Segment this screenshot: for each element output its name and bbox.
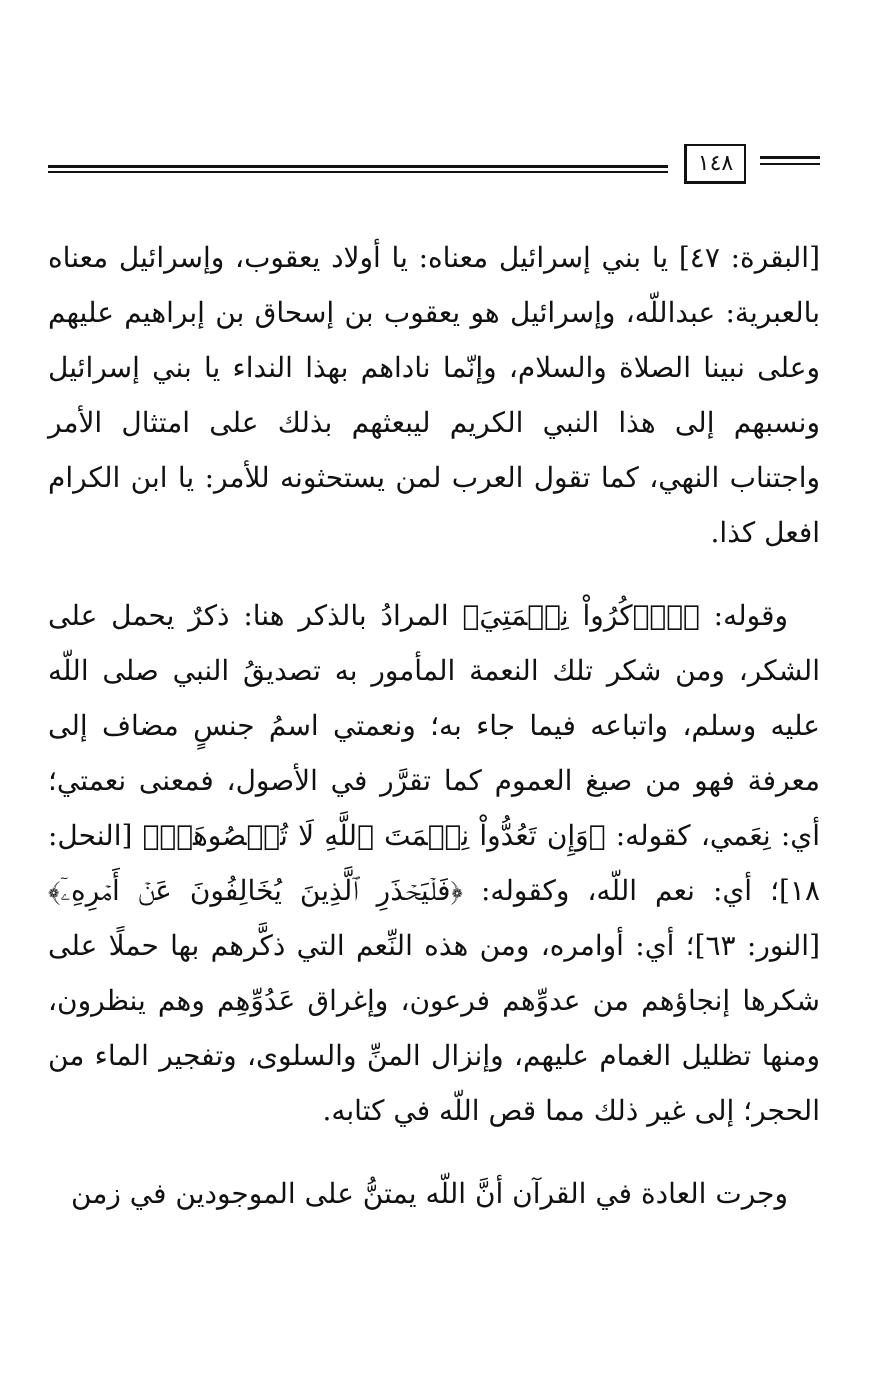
header-rule-long [48,165,668,173]
header-rule-short [760,156,820,165]
page-body [48,230,820,1221]
paragraph-2: وقوله: ﴿ٱذۡكُرُواْ نِعۡمَتِيَ﴾ المرادُ بالذكر هنا: ذكرٌ يحمل على الشكر، ومن شكر تلك النعمة المأمور به تصديقُ النبي صلى اللّه عليه وسلم، واتباعه فيما جاء به؛ ونعمتي اسمُ جنسٍ مضاف إلى معرفة فهو من صيغ العموم كما تقرَّر في الأصول، فمعنى نعمتي؛ أي: نِعَمي، كقوله: ﴿وَإِن تَعُدُّواْ نِعۡمَتَ ٱللَّهِ لَا تُحۡصُوهَآۗ﴾ [النحل: ١٨]؛ أي: نعم اللّه، وكقوله: ﴿فَلۡيَحۡذَرِ ٱلَّذِينَ يُخَالِفُونَ عَنۡ أَمۡرِهِۦٓ﴾ [النور: ٦٣]؛ أي: أوامره، ومن هذه النِّعم التي ذكَّرهم بها حملًا على شكرها إنجاؤهم من عدوِّهم فرعون، وإغراق عَدُوِّهِم وهم ينظرون، ومنها تظليل الغمام عليهم، وإنزال المنِّ والسلوى، وتفجير الماء من الحجر؛ إلى غير ذلك مما قص اللّه في كتابه. [48,599,820,1127]
paragraph-1: [البقرة: ٤٧] يا بني إسرائيل معناه: يا أولاد يعقوب، وإسرائيل معناه بالعبرية: عبداللّه، وإسرائيل هو يعقوب بن إسحاق بن إبراهيم عليهم وعلى نبينا الصلاة والسلام، وإنّما ناداهم بهذا النداء يا بني إسرائيل ونسبهم إلى هذا النبي الكريم ليبعثهم بذلك على امتثال الأمر واجتناب النهي، كما تقول العرب لمن يستحثونه للأمر: يا ابن الكرام افعل كذا. [48,241,820,549]
paragraph-3: وجرت العادة في القرآن أنَّ اللّه يمتنُّ على الموجودين في زمن [71,1177,788,1210]
page-number: ١٤٨ [684,144,746,184]
page-header [48,144,820,188]
